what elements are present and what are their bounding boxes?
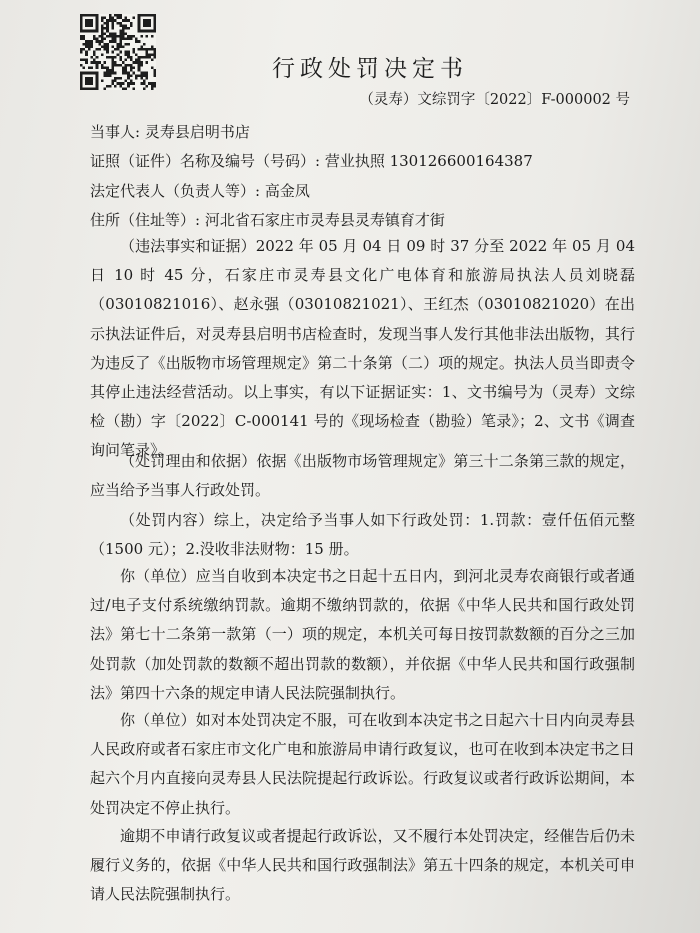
enforcement-paragraph: 逾期不申请行政复议或者提起行政诉讼，又不履行本处罚决定，经催告后仍未履行义务的，依据《中华人民共和国行政强制法》第五十四条的规定，本机关可申请人民法院强制执行。	[90, 827, 635, 904]
legal-rep-line: 法定代表人（负责人等）: 高金凤	[90, 182, 310, 200]
facts-paragraph: （违法事实和证据）2022 年 05 月 04 日 09 时 37 分至 2022 年 05 月 04 日 10 时 45 分，石家庄市灵寿县文化广电体育和旅游局执法人员刘晓磊（03010821016）、赵永强（03010821021）、王红杰（03010821020）在出示执法证件后，对灵寿县启明书店检查时，发现当事人发行其他非法出版物，其行为违反了《出版物市场管理规定》第二十条第（二）项的规定。执法人员当即责令其停止违法经营活动。以上事实，有以下证据证实：1、文书编号为（灵寿）文综检（勘）字〔2022〕C-000141 号的《现场检查（勘验）笔录》；2、文书《调查询问笔录》。	[90, 237, 635, 460]
appeal-paragraph: 你（单位）如对本处罚决定不服，可在收到本决定书之日起六十日内向灵寿县人民政府或者石家庄市文化广电和旅游局申请行政复议，也可在收到本决定书之日起六个月内直接向灵寿县人民法院提起行政诉讼。行政复议或者行政诉讼期间，本处罚决定不停止执行。	[90, 711, 635, 817]
license-line: 证照（证件）名称及编号（号码）: 营业执照 130126600164387	[90, 152, 533, 170]
basis-paragraph: （处罚理由和依据）依据《出版物市场管理规定》第三十二条第三款的规定，应当给予当事人行政处罚。	[90, 452, 635, 500]
address-line: 住所（住址等）: 河北省石家庄市灵寿县灵寿镇育才街	[90, 211, 445, 229]
document-title: 行政处罚决定书	[272, 56, 468, 82]
document-number: （灵寿）文综罚字〔2022〕F-000002 号	[359, 92, 630, 108]
payment-paragraph: 你（单位）应当自收到本决定书之日起十五日内，到河北灵寿农商银行或者通过/电子支付系统缴纳罚款。逾期不缴纳罚款的，依据《中华人民共和国行政处罚法》第七十二条第一款第（一）项的规定，本机关可每日按罚款数额的百分之三加处罚款（加处罚款的数额不超出罚款的数额），并依据《中华人民共和国行政强制法》第四十六条的规定申请人民法院强制执行。	[90, 567, 635, 702]
penalty-paragraph: （处罚内容）综上，决定给予当事人如下行政处罚：1.罚款：壹仟伍佰元整（1500 元）；2.没收非法财物：15 册。	[90, 511, 635, 559]
party-line: 当事人: 灵寿县启明书店	[90, 123, 250, 141]
